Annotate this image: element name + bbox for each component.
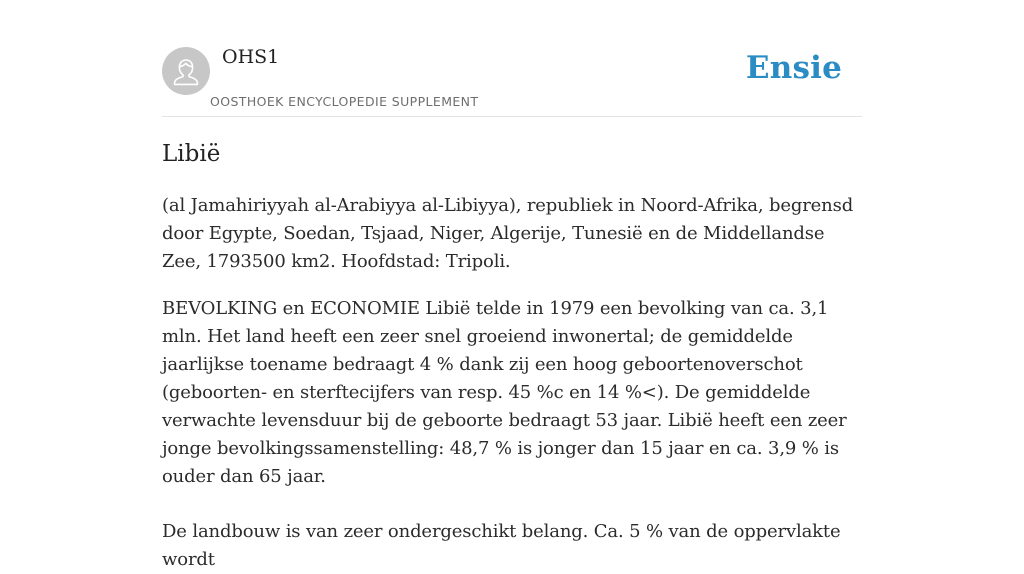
article xyxy=(162,138,862,574)
avatar[interactable] xyxy=(162,47,210,95)
user-silhouette-icon xyxy=(162,47,210,95)
article-paragraph-bevolking: BEVOLKING en ECONOMIE Libië telde in 1979 een bevolking van ca. 3,1 mln. Het land heeft een zeer snel groeiend inwonertal; de gemiddelde jaarlijkse toename bedraagt 4 % dank zij een hoog geboortenoverschot (geboorten- en sterftecijfers van resp. 45 %c en 14 %<). De gemiddelde verwachte levensduur bij de geboorte bedraagt 53 jaar. Libië heeft een zeer jonge bevolkingssamenstelling: 48,7 % is jonger dan 15 jaar en ca. 3,9 % is ouder dan 65 jaar. xyxy=(162,298,847,487)
article-paragraph-intro: (al Jamahiriyyah al-Arabiyya al-Libiyya), republiek in Noord-Afrika, begrensd door Egypte, Soedan, Tsjaad, Niger, Algerije, Tunesië en de Middellandse Zee, 1793500 km2. Hoofdstad: Tripoli. xyxy=(162,195,854,272)
page-header xyxy=(162,0,862,117)
username-link[interactable]: OHS1 xyxy=(222,46,280,68)
source-label: OOSTHOEK ENCYCLOPEDIE SUPPLEMENT xyxy=(210,94,479,109)
ensie-logo-link[interactable]: Ensie xyxy=(745,50,842,86)
article-paragraph-landbouw: De landbouw is van zeer ondergeschikt belang. Ca. 5 % van de oppervlakte wordt xyxy=(162,521,841,570)
article-title: Libië xyxy=(162,141,221,167)
